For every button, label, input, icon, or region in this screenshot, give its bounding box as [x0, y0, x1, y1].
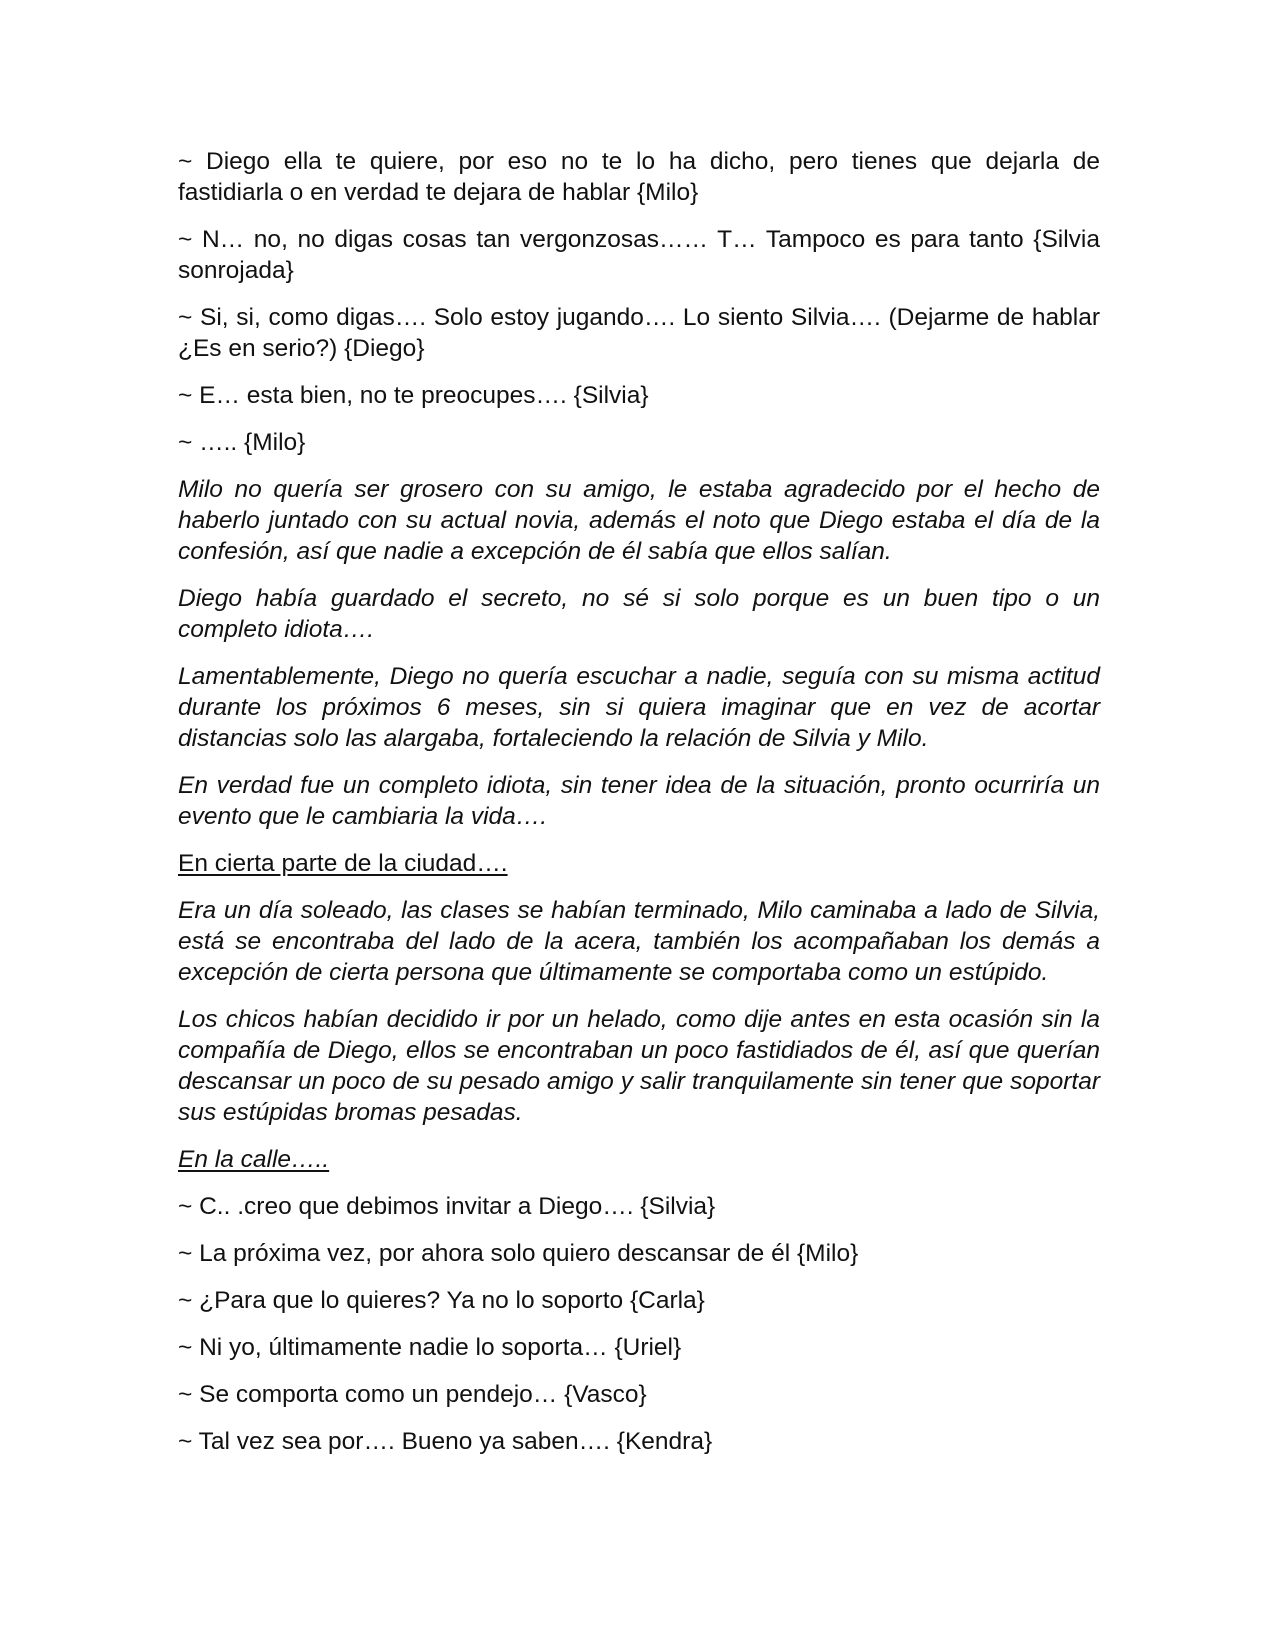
narration-paragraph: Los chicos habían decidido ir por un helado, como dije antes en esta ocasión sin la compañía de Diego, ellos se encontraban un poco fastidiados de él, así que querían descansar un poco de su pesado amigo y salir tranquilamente sin tener que soportar sus estúpidas bromas pesadas. [178, 1006, 1100, 1126]
scene-heading [178, 848, 1100, 879]
narration-paragraph: Era un día soleado, las clases se habían terminado, Milo caminaba a lado de Silvia, está se encontraba del lado de la acera, también los acompañaban los demás a excepción de cierta persona que últimamente se comportaba como un estúpido. [178, 897, 1100, 986]
document-body [178, 146, 1100, 1473]
narration-paragraph: En verdad fue un completo idiota, sin tener idea de la situación, pronto ocurriría un evento que le cambiaria la vida…. [178, 772, 1100, 830]
dialogue-line: ~ Tal vez sea por…. Bueno ya saben…. {Kendra} [178, 1428, 713, 1455]
dialogue-line: ~ Ni yo, últimamente nadie lo soporta… {Uriel} [178, 1334, 682, 1361]
dialogue-line: ~ Si, si, como digas…. Solo estoy jugando…. Lo siento Silvia…. (Dejarme de hablar ¿Es en serio?) {Diego} [178, 304, 1100, 362]
narration-paragraph: Lamentablemente, Diego no quería escuchar a nadie, seguía con su misma actitud durante los próximos 6 meses, sin si quiera imaginar que en vez de acortar distancias solo las alargaba, fortaleciendo la relación de Silvia y Milo. [178, 663, 1100, 752]
dialogue-line: ~ C.. .creo que debimos invitar a Diego…. {Silvia} [178, 1193, 716, 1220]
scene-heading [178, 1144, 1100, 1175]
dialogue-line: ~ Diego ella te quiere, por eso no te lo ha dicho, pero tienes que dejarla de fastidiarla o en verdad te dejara de hablar {Milo} [178, 148, 1100, 206]
dialogue-line: ~ La próxima vez, por ahora solo quiero descansar de él {Milo} [178, 1240, 859, 1267]
narration-paragraph: Milo no quería ser grosero con su amigo, le estaba agradecido por el hecho de haberlo juntado con su actual novia, además el noto que Diego estaba el día de la confesión, así que nadie a excepción de él sabía que ellos salían. [178, 476, 1100, 565]
dialogue-line: ~ E… esta bien, no te preocupes…. {Silvia} [178, 382, 649, 409]
scene-heading-text: En la calle….. [178, 1146, 330, 1173]
scene-heading-text: En cierta parte de la ciudad…. [178, 850, 508, 877]
dialogue-line: ~ ….. {Milo} [178, 429, 306, 456]
dialogue-line: ~ Se comporta como un pendejo… {Vasco} [178, 1381, 647, 1408]
dialogue-line: ~ ¿Para que lo quieres? Ya no lo soporto {Carla} [178, 1287, 705, 1314]
narration-paragraph: Diego había guardado el secreto, no sé si solo porque es un buen tipo o un completo idiota…. [178, 585, 1100, 643]
dialogue-line: ~ N… no, no digas cosas tan vergonzosas…… T… Tampoco es para tanto {Silvia sonrojada} [178, 226, 1100, 284]
